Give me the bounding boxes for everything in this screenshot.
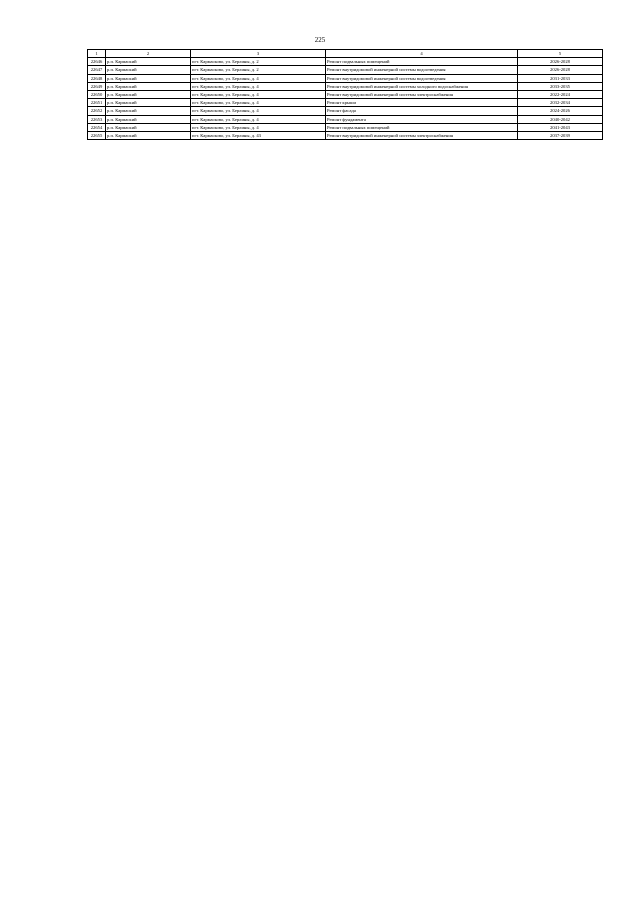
header-cell: 4 xyxy=(326,50,518,58)
district-cell: р.п. Кармаский xyxy=(106,131,191,139)
period-cell: 2041-2043 xyxy=(518,123,603,131)
row-number-cell: 22651 xyxy=(88,99,106,107)
address-cell: пгт. Кармасково, ул. Берлины, д. 43 xyxy=(191,131,326,139)
district-cell: р.п. Кармаский xyxy=(106,58,191,66)
district-cell: р.п. Кармаский xyxy=(106,107,191,115)
table-row xyxy=(88,107,603,115)
table-row xyxy=(88,74,603,82)
address-cell: пгт. Кармасково, ул. Берлины, д. 2 xyxy=(191,58,326,66)
row-number-cell: 22647 xyxy=(88,66,106,74)
header-row xyxy=(88,50,603,58)
row-number-cell: 22650 xyxy=(88,90,106,98)
header-cell: 2 xyxy=(106,50,191,58)
header-cell: 1 xyxy=(88,50,106,58)
district-cell: р.п. Кармаский xyxy=(106,99,191,107)
table-row xyxy=(88,82,603,90)
table-row xyxy=(88,131,603,139)
row-number-cell: 22654 xyxy=(88,123,106,131)
district-cell: р.п. Кармаский xyxy=(106,66,191,74)
capital-repair-table xyxy=(87,49,603,140)
work-type-cell: Ремонт внутридомовой инженерной системы водоотведения xyxy=(326,66,518,74)
work-type-cell: Ремонт фундамента xyxy=(326,115,518,123)
work-type-cell: Ремонт внутридомовой инженерной системы электроснабжения xyxy=(326,131,518,139)
work-type-cell: Ремонт внутридомовой инженерной системы холодного водоснабжения xyxy=(326,82,518,90)
district-cell: р.п. Кармаский xyxy=(106,123,191,131)
period-cell: 2033-2035 xyxy=(518,82,603,90)
period-cell: 2026-2028 xyxy=(518,66,603,74)
row-number-cell: 22648 xyxy=(88,74,106,82)
table-row xyxy=(88,58,603,66)
row-number-cell: 22649 xyxy=(88,82,106,90)
district-cell: р.п. Кармаский xyxy=(106,82,191,90)
work-type-cell: Ремонт крыши xyxy=(326,99,518,107)
table-row xyxy=(88,66,603,74)
table-row xyxy=(88,99,603,107)
address-cell: пгт. Кармасково, ул. Берлины, д. 4 xyxy=(191,90,326,98)
work-type-cell: Ремонт внутридомовой инженерной системы электроснабжения xyxy=(326,90,518,98)
address-cell: пгт. Кармасково, ул. Берлины, д. 4 xyxy=(191,74,326,82)
header-cell: 5 xyxy=(518,50,603,58)
period-cell: 2037-2039 xyxy=(518,131,603,139)
work-type-cell: Ремонт фасада xyxy=(326,107,518,115)
district-cell: р.п. Кармаский xyxy=(106,115,191,123)
address-cell: пгт. Кармасково, ул. Берлины, д. 4 xyxy=(191,115,326,123)
row-number-cell: 22655 xyxy=(88,131,106,139)
district-cell: р.п. Кармаский xyxy=(106,90,191,98)
period-cell: 2032-2034 xyxy=(518,99,603,107)
work-type-cell: Ремонт внутридомовой инженерной системы водоотведения xyxy=(326,74,518,82)
period-cell: 2026-2028 xyxy=(518,58,603,66)
work-type-cell: Ремонт подвальных помещений xyxy=(326,123,518,131)
address-cell: пгт. Кармасково, ул. Берлины, д. 4 xyxy=(191,82,326,90)
row-number-cell: 22652 xyxy=(88,107,106,115)
address-cell: пгт. Кармасково, ул. Берлины, д. 4 xyxy=(191,107,326,115)
work-type-cell: Ремонт подвальных помещений xyxy=(326,58,518,66)
period-cell: 2022-2024 xyxy=(518,90,603,98)
address-cell: пгт. Кармасково, ул. Берлины, д. 4 xyxy=(191,99,326,107)
period-cell: 2031-2033 xyxy=(518,74,603,82)
address-cell: пгт. Кармасково, ул. Берлины, д. 4 xyxy=(191,123,326,131)
row-number-cell: 22653 xyxy=(88,115,106,123)
row-number-cell: 22646 xyxy=(88,58,106,66)
header-cell: 3 xyxy=(191,50,326,58)
period-cell: 2040-2042 xyxy=(518,115,603,123)
table-row xyxy=(88,123,603,131)
page-number: 225 xyxy=(314,36,326,44)
table-row xyxy=(88,115,603,123)
table-row xyxy=(88,90,603,98)
district-cell: р.п. Кармаский xyxy=(106,74,191,82)
period-cell: 2024-2026 xyxy=(518,107,603,115)
address-cell: пгт. Кармасково, ул. Берлины, д. 2 xyxy=(191,66,326,74)
table-body xyxy=(88,58,603,140)
